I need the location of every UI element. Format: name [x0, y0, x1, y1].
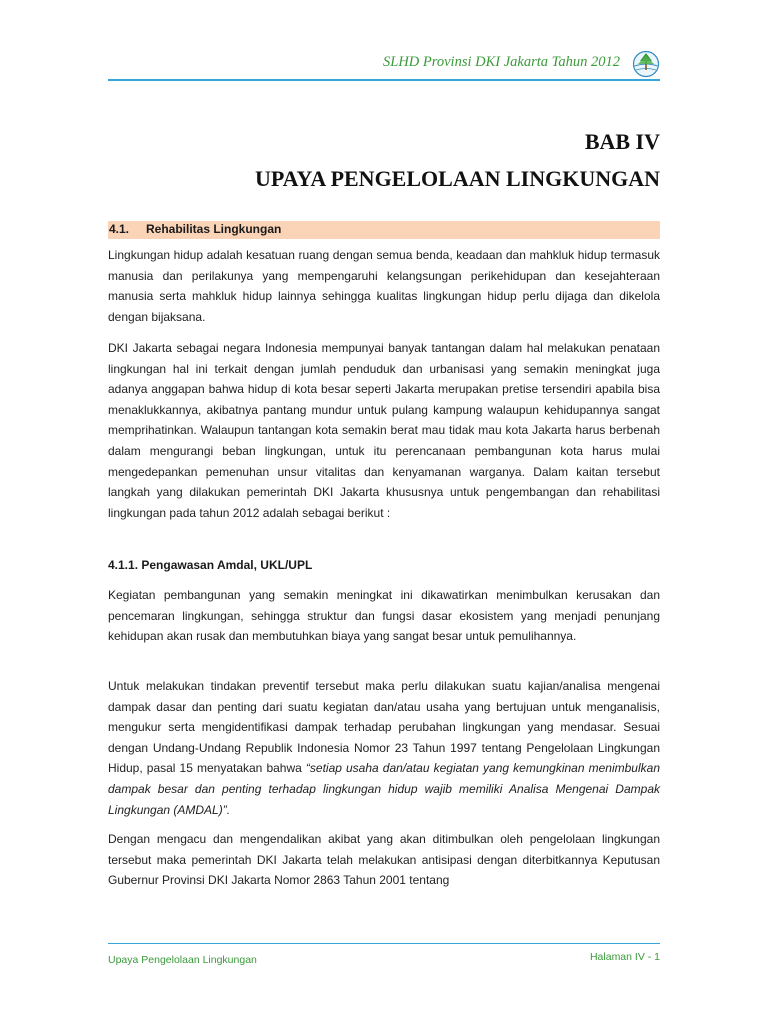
paragraph-3: Kegiatan pembangunan yang semakin meningkat ini dikawatirkan menimbulkan kerusakan dan pencemaran lingkungan, sehingga struktur dan fungsi dasar ekosistem yang menjadi penunjang kehidupan akan rusak dan membutuhkan biaya yang sangat besar untuk pemulihannya.	[108, 588, 660, 644]
paragraph-4-quote: “setiap usaha dan/atau kegiatan yang kemungkinan menimbulkan dampak besar dan penting terhadap lingkungan hidup wajib memiliki Analisa Mengenai Dampak Lingkungan (AMDAL)”.	[108, 761, 660, 817]
paragraph-4-text: Untuk melakukan tindakan preventif tersebut maka perlu dilakukan suatu kajian/analisa mengenai dampak dasar dan penting dari suatu kegiatan dan/atau usaha yang bertujuan untuk menganalisis, mengukur serta mengidentifikasi dampak terhadap perubahan lingkungan yang mendasar. Sesuai dengan Undang-Undang Republik Indonesia Nomor 23 Tahun 1997 tentang Pengelolaan Lingkungan Hidup, pasal 15 menyatakan bahwa	[108, 679, 660, 776]
paragraph-4	[108, 676, 660, 820]
header-divider	[108, 79, 660, 81]
page-header	[108, 50, 660, 80]
chapter-title: UPAYA PENGELOLAAN LINGKUNGAN	[254, 166, 660, 191]
chapter-number: BAB IV	[584, 129, 660, 154]
paragraph-1: Lingkungan hidup adalah kesatuan ruang dengan semua benda, keadaan dan mahkluk hidup termasuk manusia dan perilakunya yang mempengaruhi kelangsungan perikehidupan dan kesejahteraan manusia serta mahkluk hidup lainnya sehingga kualitas lingkungan hidup perlu dijaga dan dikelola dengan bijaksana.	[108, 248, 660, 324]
section-title: Rehabilitas Lingkungan	[146, 222, 282, 236]
section-heading	[108, 221, 660, 239]
paragraph-5: Dengan mengacu dan mengendalikan akibat yang akan ditimbulkan oleh pengelolaan lingkungan tersebut maka pemerintah DKI Jakarta telah melakukan antisipasi dengan diterbitkannya Keputusan Gubernur Provinsi DKI Jakarta Nomor 2863 Tahun 2001 tentang	[108, 832, 660, 888]
paragraph-2: DKI Jakarta sebagai negara Indonesia mempunyai banyak tantangan dalam hal melakukan penataan lingkungan hal ini terkait dengan jumlah penduduk dan urbanisasi yang semakin meningkat juga adanya anggapan bahwa hidup di kota besar seperti Jakarta merupakan pretise tersendiri apabila bisa menaklukkannya, akibatnya pantang mundur untuk pulang kampung walaupun kehidupannya sangat memprihatinkan. Walaupun tantangan kota semakin berat mau tidak mau kota Jakarta harus berbenah dalam mengurangi beban lingkungan, untuk itu perencanaan pembangunan kota harus mulai mengedepankan pemenuhan unsur vitalitas dan kenyamanan warganya. Dalam kaitan tersebut langkah yang dilakukan pemerintah DKI Jakarta khususnya untuk pengembangan dan rehabilitasi lingkungan pada tahun 2012 adalah sebagai berikut :	[108, 341, 660, 520]
subsection-title: 4.1.1. Pengawasan Amdal, UKL/UPL	[108, 558, 313, 572]
footer-page-number: Halaman IV - 1	[589, 951, 660, 963]
header-title: SLHD Provinsi DKI Jakarta Tahun 2012	[383, 54, 620, 70]
globe-tree-logo-icon	[632, 50, 660, 78]
footer-divider	[108, 943, 660, 944]
footer-chapter-title: Upaya Pengelolaan Lingkungan	[108, 954, 257, 966]
section-number: 4.1.	[109, 222, 130, 236]
